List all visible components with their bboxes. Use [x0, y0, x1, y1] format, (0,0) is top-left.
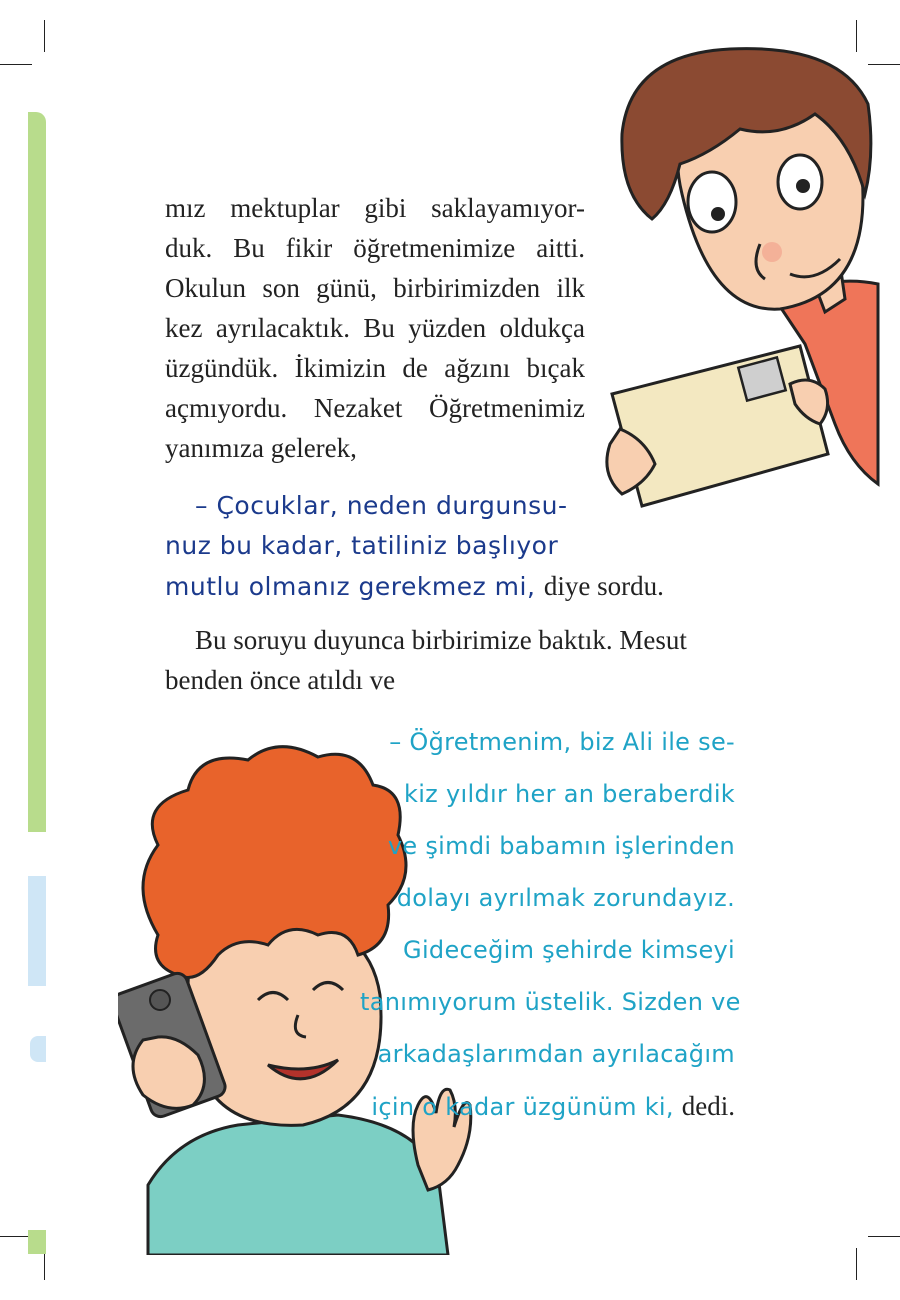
side-bar-blue-dot: [30, 1036, 46, 1062]
side-bar-green-bottom: [28, 1230, 46, 1254]
dialog-line: dolayı ayrılmak zorundayız.: [396, 884, 735, 912]
text-line: yanımıza gelerek,: [165, 433, 357, 463]
dialog-line: [165, 566, 725, 607]
dialog-line: arkadaşlarımdan ayrılacağım: [377, 1040, 735, 1068]
text-line: kez ayrılacaktık. Bu yüzden oldukça: [165, 313, 585, 343]
side-bar-blue: [28, 876, 46, 986]
dialog-line: – Çocuklar, neden durgunsu-: [195, 491, 568, 520]
text-line: Okulun son günü, birbirimizden ilk: [165, 273, 585, 303]
dialog-line: – Öğretmenim, biz Ali ile se-: [389, 728, 735, 756]
dialog-line: nuz bu kadar, tatiliniz başlıyor: [165, 531, 559, 560]
text-line: mız mektuplar gibi saklayamıyor-: [165, 193, 585, 223]
text-line: açmıyordu. Nezaket Öğretmenimiz: [165, 393, 585, 423]
mesut-dialog: [360, 716, 741, 1133]
dialog-text: için o kadar üzgünüm ki,: [371, 1093, 674, 1121]
text-line: benden önce atıldı ve: [165, 665, 396, 695]
dialog-text: mutlu olmanız gerekmez mi,: [165, 572, 536, 601]
dialog-line: Gideceğim şehirde kimseyi: [403, 936, 735, 964]
crop-mark: [0, 64, 32, 65]
crop-mark: [868, 1236, 900, 1237]
side-bar-green: [28, 112, 46, 832]
dialog-line: ve şimdi babamın işlerinden: [387, 832, 735, 860]
text-line: üzgündük. İkimizin de ağzını bıçak: [165, 353, 585, 383]
paragraph-2: [165, 620, 725, 700]
text-line: Bu soruyu duyunca birbirimize baktık. Mesut: [195, 625, 687, 655]
dialog-line: kiz yıldır her an beraberdik: [404, 780, 735, 808]
boy-with-envelope-illustration: [600, 44, 880, 514]
crop-mark: [44, 20, 45, 52]
crop-mark: [856, 1248, 857, 1280]
dialog-tail: dedi.: [681, 1091, 735, 1121]
dialog-tail: diye sordu.: [543, 571, 664, 601]
text-line: duk. Bu fikir öğretmenimize aitti.: [165, 233, 585, 263]
dialog-line: tanımıyorum üstelik. Sizden ve: [360, 988, 741, 1016]
teacher-dialog: [165, 486, 725, 607]
paragraph-1: [165, 188, 585, 468]
dialog-line: [360, 1080, 735, 1133]
